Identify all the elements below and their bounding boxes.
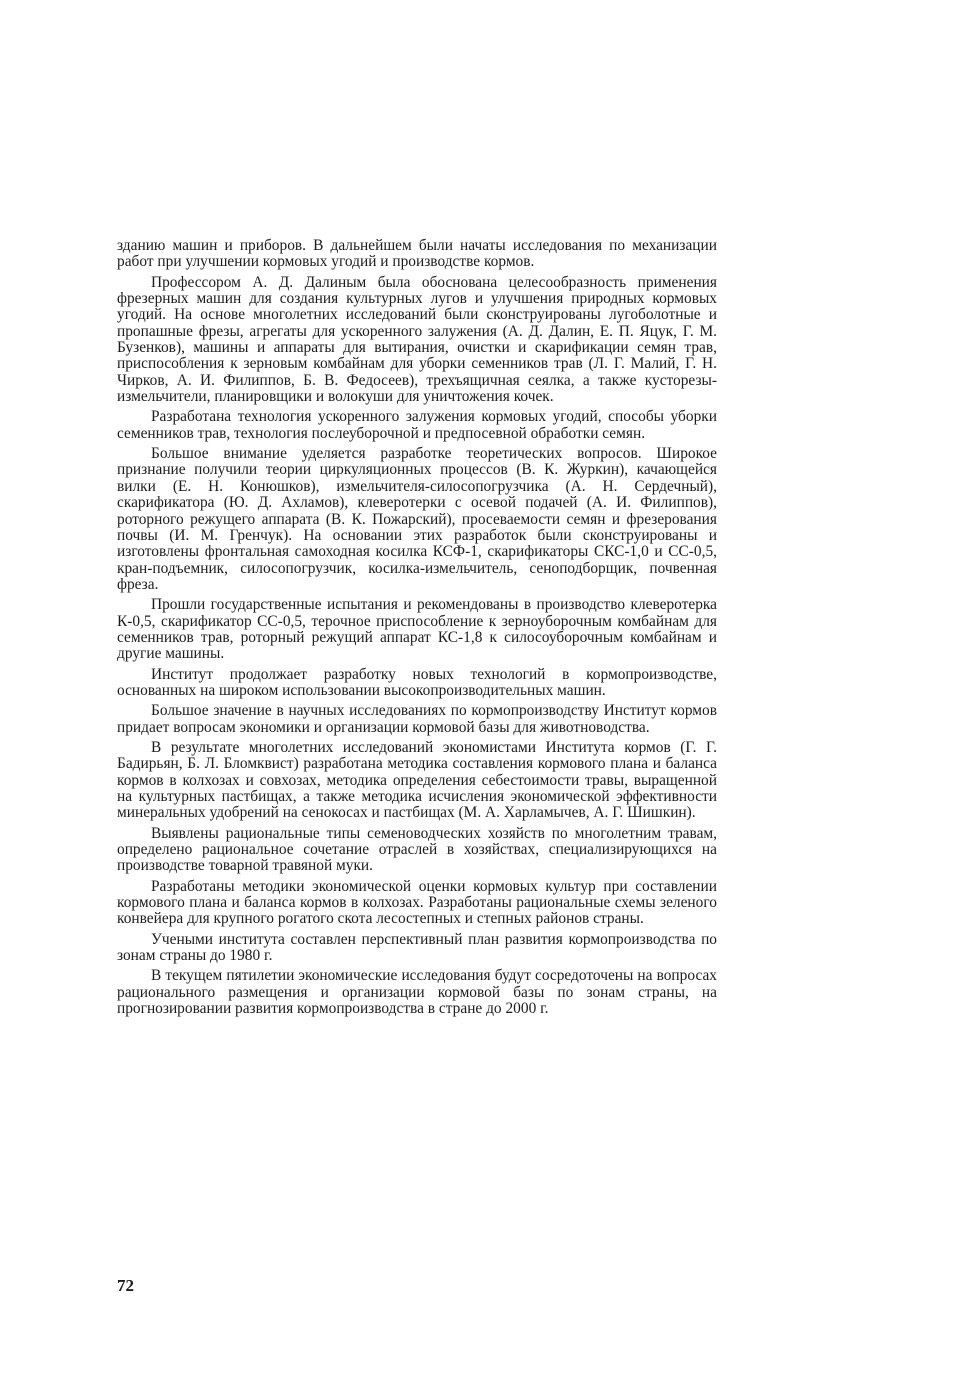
paragraph: В результате многолетних исследований экономистами Института кормов (Г. Г. Бадирьян, Б. Л. Бломквист) разработана методика составления кормового плана и баланса кормов в колхозах и совхозах, методика определения себестоимости травы, выращенной на культурных пастбищах, а также методика исчисления экономической эффективности минеральных удобрений на сенокосах и пастбищах (М. А. Харламычев, А. Г. Шишкин).: [117, 738, 717, 822]
paragraph: Большое значение в научных исследованиях по кормопроизводству Институт кормов придает вопросам экономики и организации кормовой базы для животноводства.: [117, 702, 717, 736]
paragraph-continuation: зданию машин и приборов. В дальнейшем были начаты исследования по механизации работ при улучшении кормовых угодий и производстве кормов.: [117, 237, 717, 271]
paragraph: Институт продолжает разработку новых технологий в кормопроизводстве, основанных на широком использовании высокопроизводительных машин.: [117, 665, 717, 699]
paragraph: Большое внимание уделяется разработке теоретических вопросов. Широкое признание получили теории циркуляционных процессов (В. К. Журкин), качающейся вилки (Е. Н. Конюшков), измельчителя-силосопогрузчика (А. Н. Сердечный), скарификатора (Ю. Д. Ахламов), клеверотерки с осевой подачей (А. И. Филиппов), роторного режущего аппарата (В. К. Пожарский), просеваемости семян и фрезерования почвы (И. М. Гренчук). На основании этих разработок были сконструированы и изготовлены фронтальная самоходная косилка КСФ-1, скарификаторы СКС-1,0 и СС-0,5, кран-подъемник, силосопогрузчик, косилка-измельчитель, сеноподборщик, почвенная фреза.: [117, 445, 717, 593]
paragraph: Разработана технология ускоренного залужения кормовых угодий, способы уборки семенников трав, технология послеуборочной и предпосевной обработки семян.: [117, 408, 717, 442]
paragraph: Учеными института составлен перспективный план развития кормопроизводства по зонам страны до 1980 г.: [117, 930, 717, 965]
page-body: [117, 238, 717, 1021]
paragraph: Прошли государственные испытания и рекомендованы в производство клеверотерка К-0,5, скарификатор СС-0,5, терочное приспособление к зерноуборочным комбайнам для семенников трав, роторный режущий аппарат КС-1,8 к силосоуборочным комбайнам и другие машины.: [117, 596, 717, 663]
paragraph: Профессором А. Д. Далиным была обоснована целесообразность применения фрезерных машин для создания культурных лугов и улучшения природных кормовых угодий. На основе многолетних исследований были сконструированы лугоболотные и пропашные фрезы, агрегаты для ускоренного залужения (А. Д. Далин, Е. П. Яцук, Г. М. Бузенков), машины и аппараты для вытирания, очистки и скарификации семян трав, приспособления к зерновым комбайнам для уборки семенников трав (Л. Г. Малий, Г. Н. Чирков, А. И. Филиппов, Б. В. Федосеев), трехъящичная сеялка, а также кусторезы-измельчители, планировщики и волокуши для уничтожения кочек.: [117, 273, 717, 406]
paragraph: В текущем пятилетии экономические исследования будут сосредоточены на вопросах рационального размещения и организации кормовой базы по зонам страны, на прогнозировании развития кормопроизводства в стране до 2000 г.: [117, 967, 717, 1018]
paragraph: Разработаны методики экономической оценки кормовых культур при составлении кормового плана и баланса кормов в колхозах. Разработаны рациональные схемы зеленого конвейера для крупного рогатого скота лесостепных и степных районов страны.: [117, 877, 717, 928]
page-number: 72: [117, 1276, 134, 1295]
paragraph: Выявлены рациональные типы семеноводческих хозяйств по многолетним травам, определено рациональное сочетание отраслей в хозяйствах, специализирующихся на производстве товарной травяной муки.: [117, 824, 717, 875]
